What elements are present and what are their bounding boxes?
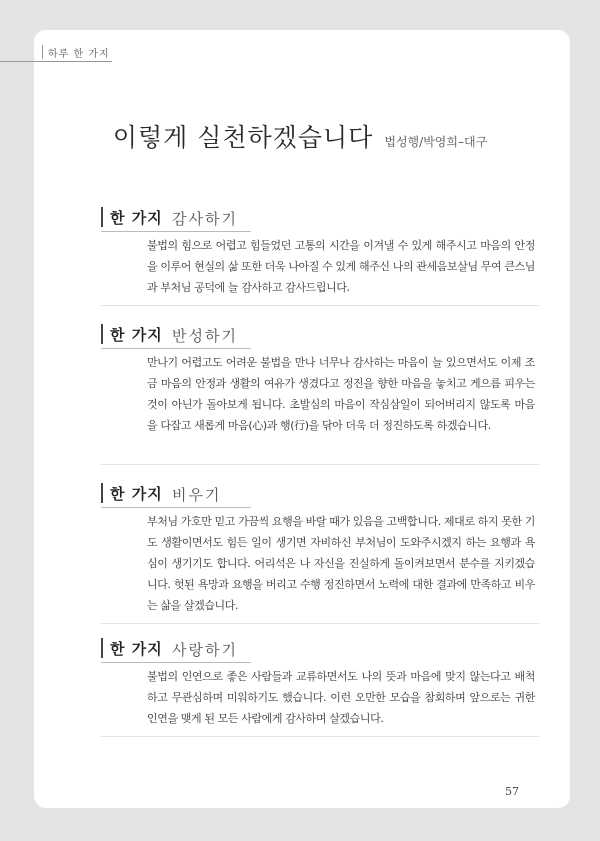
heading-underline	[101, 507, 251, 508]
section-text: 불법의 인연으로 좋은 사람들과 교류하면서도 나의 뜻과 마음에 맞지 않는다고 배척하고 무관심하며 미워하기도 했습니다. 이런 오만한 모습을 참회하며 앞으로는 귀한 인연을 맺게 된 모든 사람에게 감사하며 살겠습니다.	[147, 670, 535, 725]
section-text: 불법의 힘으로 어렵고 힘들었던 고통의 시간을 이겨낼 수 있게 해주시고 마음의 안정을 이루어 현실의 삶 또한 더욱 나아질 수 있게 해주신 나의 관세음보살님 무여 큰스님과 부처님 공덕에 늘 감사하고 감사드립니다.	[147, 239, 535, 294]
header-rule	[0, 61, 112, 62]
section-lead: 한 가지	[110, 640, 163, 658]
section-divider	[101, 305, 539, 306]
heading-bar	[101, 207, 103, 227]
section-divider	[101, 623, 539, 624]
section-body	[147, 666, 535, 729]
section-lead: 한 가지	[110, 485, 163, 503]
heading-bar	[101, 324, 103, 344]
section-body	[147, 235, 535, 298]
heading-bar	[101, 638, 103, 658]
section-lead: 한 가지	[110, 209, 163, 227]
section-heading	[101, 205, 539, 227]
section-heading	[101, 322, 539, 344]
page-number: 57	[505, 785, 519, 798]
heading-underline	[101, 348, 251, 349]
section-divider	[101, 736, 539, 737]
header-divider	[42, 45, 43, 59]
article-title: 이렇게 실천하겠습니다	[112, 123, 374, 152]
section-loving	[101, 636, 539, 725]
section-reflection	[101, 322, 539, 432]
article-author: 법성행/박영희–대구	[384, 135, 488, 149]
section-heading	[101, 636, 539, 658]
heading-bar	[101, 483, 103, 503]
section-emptying	[101, 481, 539, 612]
section-text: 부처님 가호만 믿고 가끔씩 요행을 바랄 때가 있음을 고백합니다. 제대로 하지 못한 기도 생활이면서도 힘든 일이 생기면 자비하신 부처님이 도와주시겠지 하는 요행과 욕심이 생기기도 합니다. 어리석은 나 자신을 진실하게 돌이켜보면서 분수를 지키겠습니다. 헛된 욕망과 요행을 버리고 수행 정진하면서 노력에 대한 결과에 만족하고 비우는 삶을 살겠습니다.	[147, 515, 535, 612]
section-topic: 비우기	[172, 486, 222, 504]
section-heading	[101, 481, 539, 503]
section-divider	[101, 464, 539, 465]
heading-underline	[101, 231, 251, 232]
section-topic: 반성하기	[172, 327, 238, 345]
article-heading	[0, 118, 600, 154]
section-text: 만나기 어렵고도 어려운 불법을 만나 너무나 감사하는 마음이 늘 있으면서도 이제 조금 마음의 안정과 생활의 여유가 생겼다고 정진을 향한 마음을 놓치고 게으름 피우는 것이 아닌가 돌아보게 됩니다. 초발심의 마음이 작심삼일이 되어버리지 않도록 마음을 다잡고 새롭게 마음(心)과 행(行)을 닦아 더욱 더 정진하도록 하겠습니다.	[147, 356, 535, 432]
section-body	[147, 511, 535, 616]
heading-underline	[101, 662, 251, 663]
running-title: 하루 한 가지	[48, 49, 110, 60]
section-lead: 한 가지	[110, 326, 163, 344]
section-gratitude	[101, 205, 539, 294]
section-topic: 감사하기	[172, 210, 238, 228]
running-header	[0, 42, 112, 62]
section-body	[147, 352, 535, 436]
section-topic: 사랑하기	[172, 641, 238, 659]
